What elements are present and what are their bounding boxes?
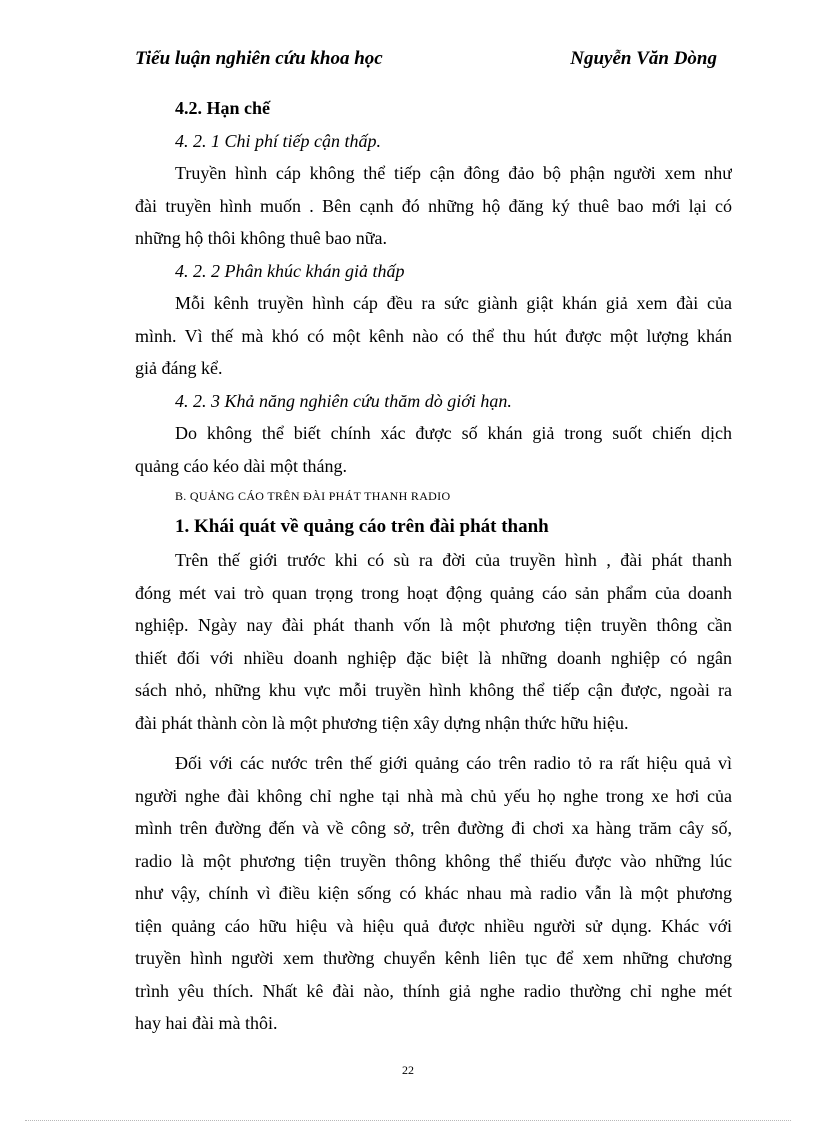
header-title: Tiểu luận nghiên cứu khoa học (135, 48, 383, 69)
running-header (135, 48, 717, 74)
section-heading-4-2: 4.2. Hạn chế (175, 98, 271, 118)
paragraph-line: giả đáng kể. (135, 358, 223, 378)
paragraph-line: Do không thể biết chính xác được số khán giả trong suốt chiến dịch (175, 423, 732, 443)
section-heading-b: B. QUẢNG CÁO TRÊN ĐÀI PHÁT THANH RADIO (175, 489, 451, 503)
page-bottom-divider (25, 1120, 791, 1121)
paragraph-line: tiện quảng cáo hữu hiệu và hiệu quả được nhiều người sử dụng. Khác với (135, 915, 732, 936)
paragraph-line: thiết đối với nhiều doanh nghiệp đặc biệt là những doanh nghiệp có ngân (135, 647, 732, 668)
page-number: 22 (402, 1063, 414, 1077)
paragraph-line: radio là một phương tiện truyền thông không thể thiếu được vào những lúc (135, 850, 732, 871)
page-body (135, 92, 732, 1040)
paragraph-line: sách nhỏ, những khu vực mỗi truyền hình không thể tiếp cận được, ngoài ra (135, 680, 732, 700)
paragraph-line: mình. Vì thế mà khó có một kênh nào có thể thu hút được một lượng khán (135, 325, 732, 346)
paragraph-line: mình trên đường đến và về công sở, trên đường đi chơi xa hàng trăm cây số, (135, 818, 732, 838)
paragraph-line: nghiệp. Ngày nay đài phát thanh vốn là một phương tiện truyền thông cần (135, 615, 732, 635)
subsection-heading-4-2-1: 4. 2. 1 Chi phí tiếp cận thấp. (175, 130, 381, 151)
paragraph-line: Truyền hình cáp không thể tiếp cận đông đảo bộ phận người xem như (175, 163, 732, 183)
paragraph-line: đài truyền hình muốn . Bên cạnh đó những hộ đăng ký thuê bao mới lại có (135, 195, 732, 216)
paragraph-line: đóng mét vai trò quan trọng trong hoạt động quảng cáo sản phẩm của doanh (135, 582, 732, 603)
paragraph-line: như vậy, chính vì điều kiện sống có khác nhau mà radio vẫn là một phương (135, 883, 732, 903)
paragraph-line: người nghe đài không chỉ nghe tại nhà mà chủ yếu họ nghe trong xe hơi của (135, 785, 732, 806)
header-author: Nguyễn Văn Dòng (570, 48, 717, 69)
section-heading-1: 1. Khái quát về quảng cáo trên đài phát thanh (175, 516, 549, 537)
paragraph-line: trình yêu thích. Nhất kê đài nào, thính giả nghe radio thường chỉ nghe mét (135, 980, 732, 1001)
paragraph-line: truyền hình người xem thường chuyển kênh liên tục để xem những chương (135, 948, 732, 968)
paragraph-line: hay hai đài mà thôi. (135, 1013, 278, 1033)
paragraph-line: Đối với các nước trên thế giới quảng cáo trên radio tỏ ra rất hiệu quả vì (175, 753, 732, 773)
subsection-heading-4-2-2: 4. 2. 2 Phân khúc khán giả thấp (175, 260, 405, 281)
paragraph-line: Mỗi kênh truyền hình cáp đều ra sức giành giật khán giả xem đài của (175, 293, 732, 313)
paragraph-line: những hộ thôi không thuê bao nữa. (135, 228, 387, 248)
paragraph-line: quảng cáo kéo dài một tháng. (135, 455, 347, 476)
subsection-heading-4-2-3: 4. 2. 3 Khả năng nghiên cứu thăm dò giới hạn. (175, 390, 512, 411)
paragraph-line: đài phát thành còn là một phương tiện xây dựng nhận thức hữu hiệu. (135, 712, 629, 733)
paragraph-line: Trên thế giới trước khi có sù ra đời của truyền hình , đài phát thanh (175, 550, 732, 570)
